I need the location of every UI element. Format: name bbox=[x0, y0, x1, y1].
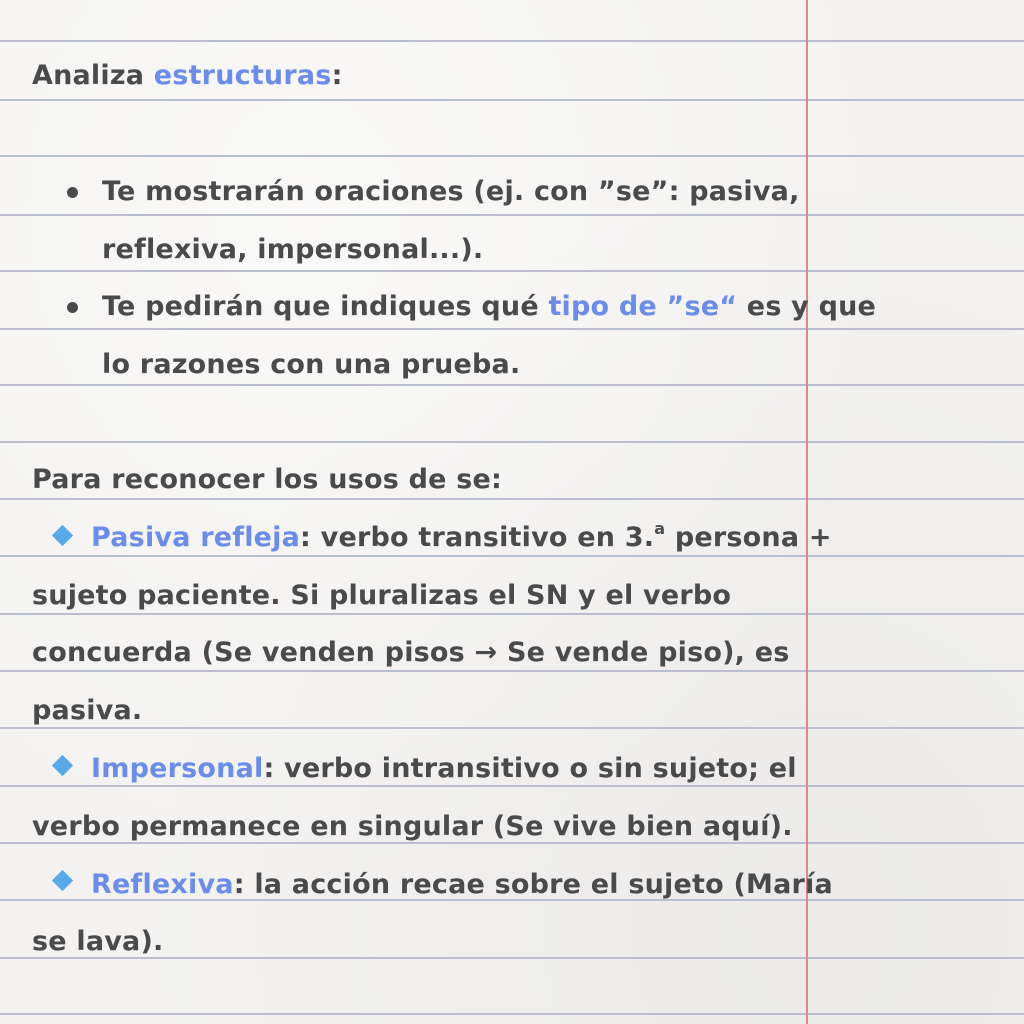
item-impersonal-text: : verbo intransitivo o sin sujeto; el bbox=[263, 753, 797, 784]
ruled-line bbox=[0, 328, 1024, 330]
heading-suffix: : bbox=[331, 60, 343, 91]
item-pasiva-line-4: pasiva. bbox=[32, 695, 143, 726]
bullet-2-highlight: tipo de ”se“ bbox=[548, 291, 738, 322]
ruled-line bbox=[0, 155, 1024, 157]
heading-prefix: Analiza bbox=[32, 60, 154, 91]
ruled-line bbox=[0, 727, 1024, 729]
bullet-dot-icon bbox=[67, 302, 78, 313]
ruled-line bbox=[0, 441, 1024, 443]
ordinal-sup: a bbox=[654, 519, 666, 538]
item-impersonal-line-2: verbo permanece en singular (Se vive bien aquí). bbox=[32, 811, 793, 842]
bullet-1-line-2: reflexiva, impersonal...). bbox=[102, 234, 484, 265]
item-reflexiva-line-1 bbox=[91, 865, 833, 905]
ruled-line bbox=[0, 99, 1024, 101]
item-reflexiva-line-2: se lava). bbox=[32, 926, 164, 957]
bullet-2-line-1 bbox=[102, 287, 876, 327]
ruled-line bbox=[0, 40, 1024, 42]
item-pasiva-line-1 bbox=[91, 518, 832, 558]
bullet-2-line-2: lo razones con una prueba. bbox=[102, 349, 521, 380]
heading-highlight: estructuras bbox=[153, 60, 332, 91]
bullet-1-line-1: Te mostrarán oraciones (ej. con ”se”: pasiva, bbox=[102, 176, 800, 207]
item-impersonal-line-1 bbox=[91, 749, 797, 789]
section-title: Para reconocer los usos de se: bbox=[32, 464, 503, 495]
item-pasiva-term: Pasiva refleja bbox=[91, 522, 301, 553]
ruled-line bbox=[0, 270, 1024, 272]
item-pasiva-line-2: sujeto paciente. Si pluralizas el SN y el verbo bbox=[32, 580, 732, 611]
ruled-line bbox=[0, 214, 1024, 216]
item-pasiva-text: : verbo transitivo en 3. bbox=[300, 522, 655, 553]
bullet-2-suffix: es y que bbox=[737, 291, 877, 322]
ruled-line bbox=[0, 1013, 1024, 1015]
item-reflexiva-text: : la acción recae sobre el sujeto (María bbox=[233, 869, 833, 900]
item-reflexiva-term: Reflexiva bbox=[91, 869, 234, 900]
heading bbox=[32, 56, 343, 96]
item-pasiva-text-b: persona + bbox=[665, 522, 832, 553]
bullet-dot-icon bbox=[67, 187, 78, 198]
item-impersonal-term: Impersonal bbox=[91, 753, 264, 784]
bullet-2-prefix: Te pedirán que indiques qué bbox=[102, 291, 549, 322]
item-pasiva-line-3: concuerda (Se venden pisos → Se vende piso), es bbox=[32, 637, 790, 668]
